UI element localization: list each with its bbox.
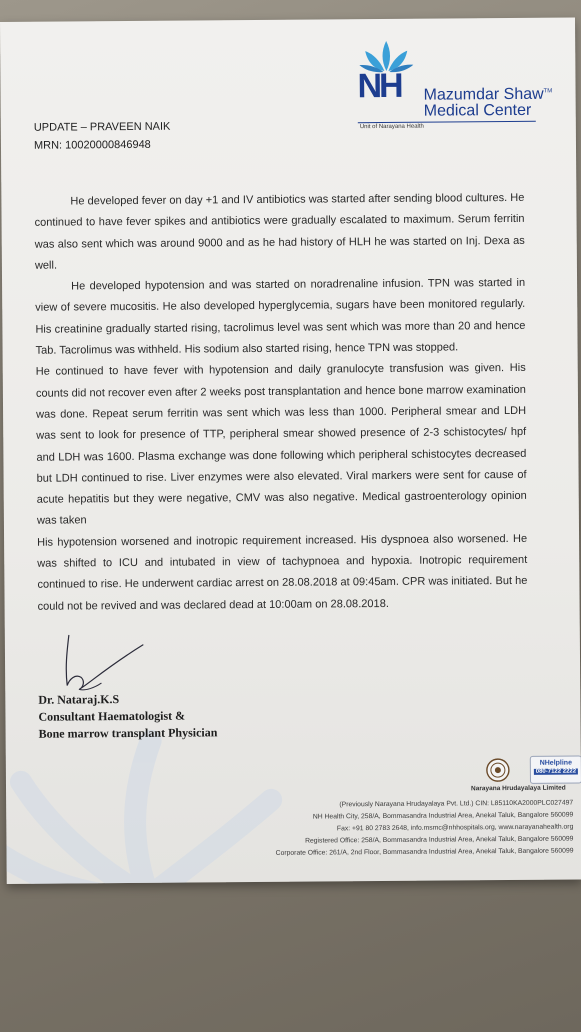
- footer-line-health-city: NH Health City, 258/A, Bommasandra Industrial Area, Anekal Taluk, Bangalore 560099: [312, 811, 574, 821]
- accreditation-seal-icon: [486, 758, 510, 782]
- footer-line-registered: Registered Office: 258/A, Bommasandra Industrial Area, Anekal Taluk, Bangalore 560099: [305, 835, 574, 845]
- nh-logo-mark: NH: [357, 66, 401, 106]
- mrn-number: MRN: 10020000846948: [33, 138, 151, 152]
- org-subline: Unit of Narayana Health: [359, 123, 424, 131]
- handwritten-signature: [55, 633, 156, 699]
- letter-body: [34, 188, 527, 618]
- document-title: UPDATE – PRAVEEN NAIK: [33, 120, 171, 134]
- footer-addresses: [275, 798, 573, 860]
- letter-page: [0, 17, 581, 883]
- body-paragraph-3: He continued to have fever with hypotension and daily granulocyte transfusion was given. His counts did not recover even after 2 weeks post transplantation and hence bone marrow examination was done. Repeat serum ferritin was sent which was less than 1000. Peripheral smear and LDH was sent to look for presence of TTP, peripheral smear showed presence of 2-3 schistocytes/ hpf and LDH was 1600. Plasma exchange was done following which peripheral schistocytes decreased but LDH continued to rise. Liver enzymes were also elevated. Viral markers were sent for cause of acute hepatitis but they were negative, CMV was also negative. Medical gastroenterology opinion was taken: [35, 362, 527, 528]
- body-paragraph-4: His hypotension worsened and inotropic requirement increased. His dyspnoea also worsened. He was shifted to ICU and intubated in view of tachypnoea and hypoxia. Inotropic requirement continued to rise. He underwent cardiac arrest on 28.08.2018 at 09:45am. CPR was initiated. But he could not be revived and was declared dead at 10:00am on 28.08.2018.: [37, 532, 528, 613]
- signatory-title-line1: Consultant Haematologist &: [38, 708, 186, 724]
- letterhead-logo: [357, 38, 558, 131]
- footer-line-corporate: Corporate Office: 261/A, 2nd Floor, Bommasandra Industrial Area, Anekal Taluk, Bangalore 560099: [275, 847, 574, 857]
- signatory-title-line2: Bone marrow transplant Physician: [38, 725, 218, 741]
- watermark-flower: [5, 720, 286, 884]
- org-name-line1: Mazumdar Shaw™: [423, 85, 553, 104]
- signatory-name: Dr. Nataraj.K.S: [38, 692, 120, 707]
- helpline-label: NHelpline: [539, 759, 573, 767]
- signature-block: [38, 690, 217, 742]
- footer-line-contact: Fax: +91 80 2783 2648, info.msmc@nhhospitals.org, www.narayanahealth.org: [336, 823, 574, 833]
- helpline-number: 080-7122 2222: [535, 768, 577, 775]
- org-name-line2: Medical Center: [423, 101, 532, 120]
- footer-org-name: Narayana Hrudayalaya Limited: [471, 784, 566, 793]
- footer-line-cin: (Previously Narayana Hrudayalaya Pvt. Ltd.) CIN: L85110KA2000PLC027497: [339, 799, 574, 809]
- helpline-badge: [530, 755, 581, 783]
- body-paragraph-2: He developed hypotension and was started on noradrenaline infusion. TPN was started in view of severe mucositis. He also developed hyperglycemia, sugars have been monitored regularly. His creatinine gradually started rising, tacrolimus level was sent which was more than 20 and hence Tab. Tacrolimus was withheld. His sodium also started rising, hence TPN was stopped.: [35, 277, 526, 357]
- trademark-mark: TM: [543, 88, 553, 95]
- logo-divider: [358, 121, 536, 123]
- body-paragraph-1: He developed fever on day +1 and IV antibiotics was started after sending blood cultures. He continued to have fever spikes and antibiotics were gradually escalated to maximum. Serum ferritin was also sent which was around 9000 and as he had history of HLH he was started on Inj. Dexa as well.: [34, 191, 525, 272]
